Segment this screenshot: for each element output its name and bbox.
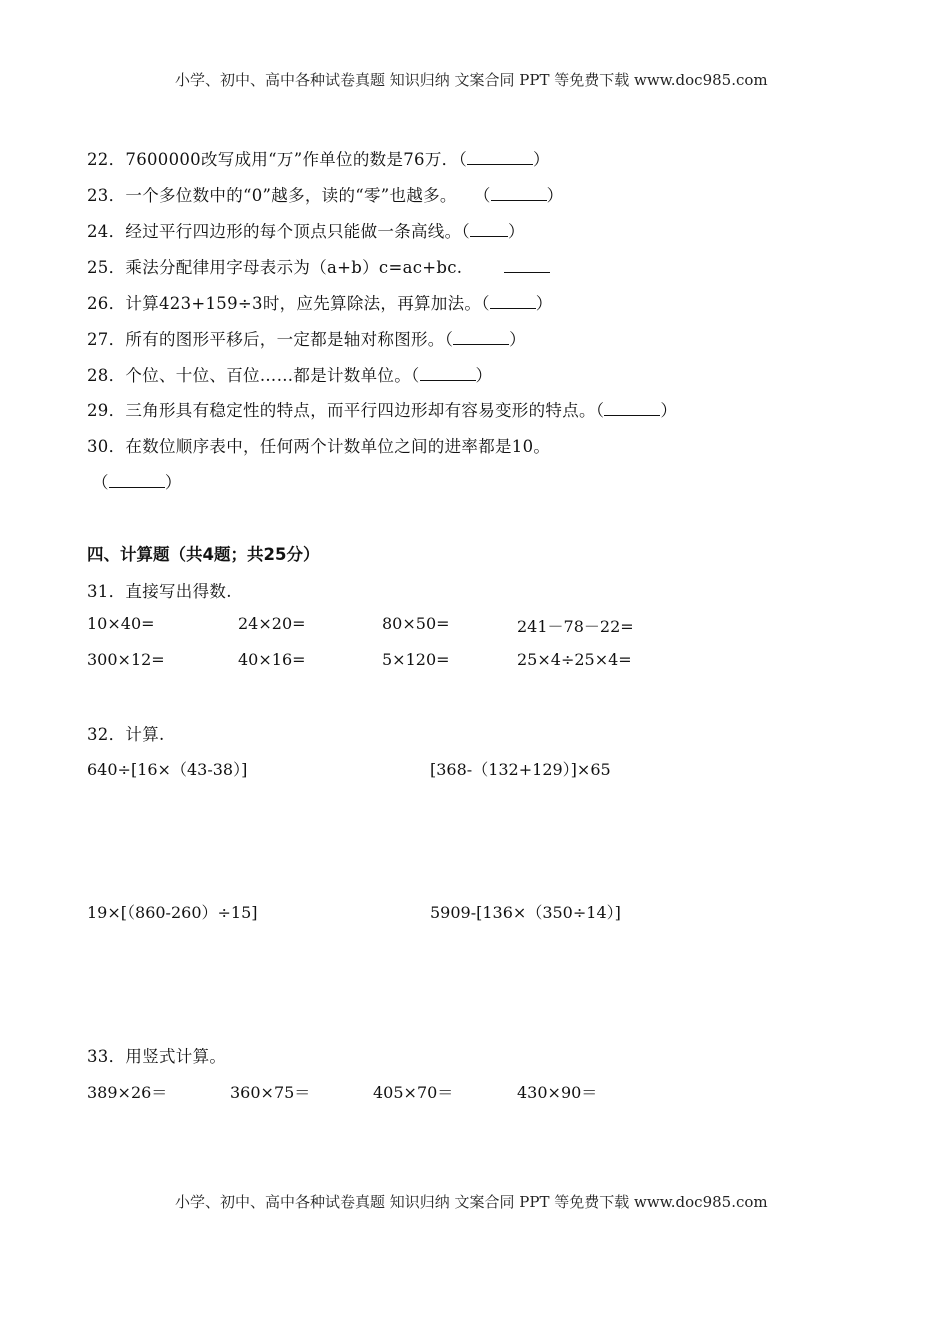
answer-blank[interactable] — [490, 294, 536, 309]
q32-expression: 640÷[16×（43-38）] — [87, 760, 248, 779]
question-text: 29．三角形具有稳定性的特点，而平行四边形却有容易变形的特点。（ — [87, 401, 605, 420]
question-text: 22．7600000改写成用“万”作单位的数是76万．（ — [87, 150, 467, 169]
q33-expression: 405×70＝ — [373, 1083, 454, 1102]
question-text: 23．一个多位数中的“0”越多，读的“零”也越多。 （ — [87, 186, 491, 205]
answer-blank[interactable] — [420, 366, 476, 381]
question-25 — [87, 254, 550, 278]
paren-open: （ — [92, 473, 109, 492]
question-23 — [87, 182, 563, 206]
question-text: 26．计算423+159÷3时，应先算除法，再算加法。（ — [87, 294, 490, 313]
paren-close: ） — [507, 222, 525, 241]
q32-expression: 19×[（860-260）÷15] — [87, 903, 258, 922]
answer-blank[interactable] — [470, 222, 508, 237]
q31-item: 25×4÷25×4= — [517, 650, 632, 669]
question-text: 28．个位、十位、百位……都是计数单位。（ — [87, 366, 420, 385]
question-22 — [87, 146, 550, 170]
paren-close: ） — [660, 401, 678, 420]
q32-expression: [368-（132+129）]×65 — [430, 760, 611, 779]
answer-blank[interactable] — [504, 258, 550, 273]
answer-blank[interactable] — [453, 330, 509, 345]
question-text: 27．所有的图形平移后，一定都是轴对称图形。（ — [87, 330, 454, 349]
q31-item: 80×50= — [382, 614, 450, 633]
answer-blank[interactable] — [491, 186, 547, 201]
q33-expression: 430×90＝ — [517, 1083, 598, 1102]
answer-blank[interactable] — [604, 401, 660, 416]
page-header: 小学、初中、高中各种试卷真题 知识归纳 文案合同 PPT 等免费下载 www.doc985.com — [175, 71, 768, 89]
question-30 — [87, 433, 550, 457]
paren-close: ） — [533, 150, 550, 169]
page-footer: 小学、初中、高中各种试卷真题 知识归纳 文案合同 PPT 等免费下载 www.doc985.com — [175, 1193, 768, 1211]
q31-item: 24×20= — [238, 614, 306, 633]
question-text: 25．乘法分配律用字母表示为（a+b）c=ac+bc. — [87, 258, 463, 277]
q33-title: 33．用竖式计算。 — [87, 1047, 227, 1066]
q31-item: 241－78－22= — [517, 617, 634, 636]
question-30-answer — [92, 469, 182, 493]
q31-item: 10×40= — [87, 614, 155, 633]
question-29 — [87, 397, 677, 421]
section-title: 四、计算题（共4题；共25分） — [87, 545, 320, 564]
q31-item: 5×120= — [382, 650, 450, 669]
q33-expression: 389×26＝ — [87, 1083, 168, 1102]
q31-item: 40×16= — [238, 650, 306, 669]
question-text: 30．在数位顺序表中，任何两个计数单位之间的进率都是10。 — [87, 437, 551, 456]
paren-close: ） — [535, 294, 553, 313]
answer-blank[interactable] — [467, 150, 533, 165]
paren-close: ） — [475, 366, 493, 385]
q31-item: 300×12= — [87, 650, 165, 669]
q32-expression: 5909-[136×（350÷14）] — [430, 903, 621, 922]
paren-close: ） — [509, 330, 526, 349]
paren-close: ） — [546, 186, 564, 205]
question-28 — [87, 362, 492, 386]
question-27 — [87, 326, 526, 350]
q33-expression: 360×75＝ — [230, 1083, 311, 1102]
question-text: 24．经过平行四边形的每个顶点只能做一条高线。（ — [87, 222, 470, 241]
q31-title: 31．直接写出得数. — [87, 582, 232, 601]
paren-close: ） — [164, 473, 182, 492]
answer-blank[interactable] — [109, 473, 165, 488]
question-24 — [87, 218, 525, 242]
q32-title: 32．计算. — [87, 725, 165, 744]
question-26 — [87, 290, 553, 314]
